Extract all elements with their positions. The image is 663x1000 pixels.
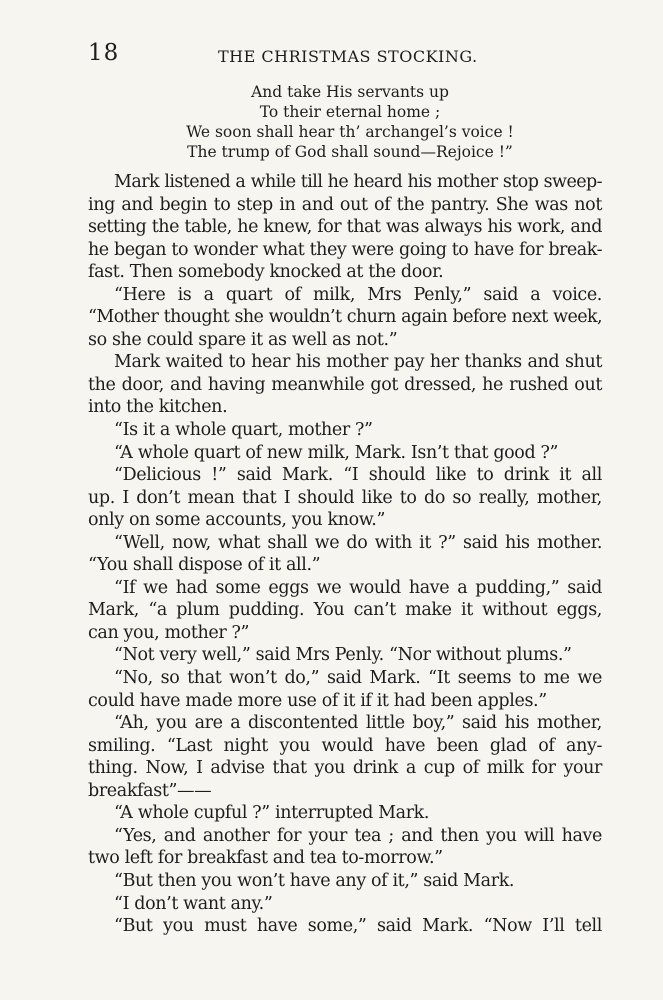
text-line: “If we had some eggs we would have a pudding,” said bbox=[114, 577, 602, 598]
text-line: fast. Then somebody knocked at the door. bbox=[88, 262, 444, 283]
text-line: he began to wonder what they were going to have for break- bbox=[88, 239, 602, 260]
text-line: “Yes, and another for your tea ; and then you will have bbox=[114, 825, 602, 846]
poem-line: To their eternal home ; bbox=[259, 103, 441, 121]
text-line: Mark listened a while till he heard his mother stop sweep- bbox=[114, 172, 602, 192]
text-line: “Delicious !” said Mark. “I should like to drink it all bbox=[114, 465, 602, 486]
poem-line: We soon shall hear th’ archangel’s voice ! bbox=[186, 123, 514, 141]
text-line: smiling. “Last night you would have been glad of any- bbox=[88, 735, 602, 756]
running-title: THE CHRISTMAS STOCKING. bbox=[218, 47, 478, 66]
text-line: “Well, now, what shall we do with it ?” said his mother. bbox=[114, 532, 602, 553]
text-line: “I don’t want any.” bbox=[114, 893, 273, 914]
text-line: “A whole cupful ?” interrupted Mark. bbox=[114, 803, 430, 824]
text-line: “But then you won’t have any of it,” said Mark. bbox=[114, 870, 515, 891]
text-line: “Not very well,” said Mrs Penly. “Nor without plums.” bbox=[114, 645, 572, 666]
poem-line: And take His servants up bbox=[251, 83, 449, 101]
text-line: “Is it a whole quart, mother ?” bbox=[114, 420, 373, 441]
text-line: Mark waited to hear his mother pay her thanks and shut bbox=[114, 352, 602, 373]
text-line: the door, and having meanwhile got dressed, he rushed out bbox=[88, 374, 602, 395]
text-line: up. I don’t mean that I should like to do so really, mother, bbox=[88, 487, 602, 508]
page-number: 18 bbox=[88, 40, 120, 66]
text-line: only on some accounts, you know.” bbox=[88, 510, 386, 531]
text-line: two left for breakfast and tea to-morrow.” bbox=[88, 848, 443, 869]
body-text bbox=[88, 171, 602, 938]
text-line: can you, mother ?” bbox=[88, 622, 250, 643]
text-line: into the kitchen. bbox=[88, 397, 228, 418]
text-line: ing and begin to step in and out of the pantry. She was not bbox=[88, 194, 602, 215]
text-line: setting the table, he knew, for that was always his work, and bbox=[88, 217, 602, 238]
poem-stanza bbox=[140, 82, 560, 162]
text-line: Mark, “a plum pudding. You can’t make it without eggs, bbox=[88, 600, 602, 621]
page-header bbox=[88, 40, 618, 68]
poem-line: The trump of God shall sound—Rejoice !” bbox=[187, 143, 513, 161]
text-line: “A whole quart of new milk, Mark. Isn’t that good ?” bbox=[114, 442, 559, 463]
text-line: “Mother thought she wouldn’t churn again before next week, bbox=[88, 307, 602, 328]
text-line: “But you must have some,” said Mark. “Now I’ll tell bbox=[114, 916, 602, 937]
text-line: thing. Now, I advise that you drink a cup of milk for your bbox=[88, 758, 602, 779]
text-line: could have made more use of it if it had been apples.” bbox=[88, 690, 547, 711]
text-line: “Ah, you are a discontented little boy,” said his mother, bbox=[114, 713, 602, 734]
text-line: so she could spare it as well as not.” bbox=[88, 329, 398, 350]
text-line: “You shall dispose of it all.” bbox=[88, 555, 321, 576]
text-line: breakfast”—— bbox=[88, 780, 212, 801]
text-line: “Here is a quart of milk, Mrs Penly,” said a voice. bbox=[114, 284, 602, 305]
text-line: “No, so that won’t do,” said Mark. “It seems to me we bbox=[114, 668, 602, 689]
